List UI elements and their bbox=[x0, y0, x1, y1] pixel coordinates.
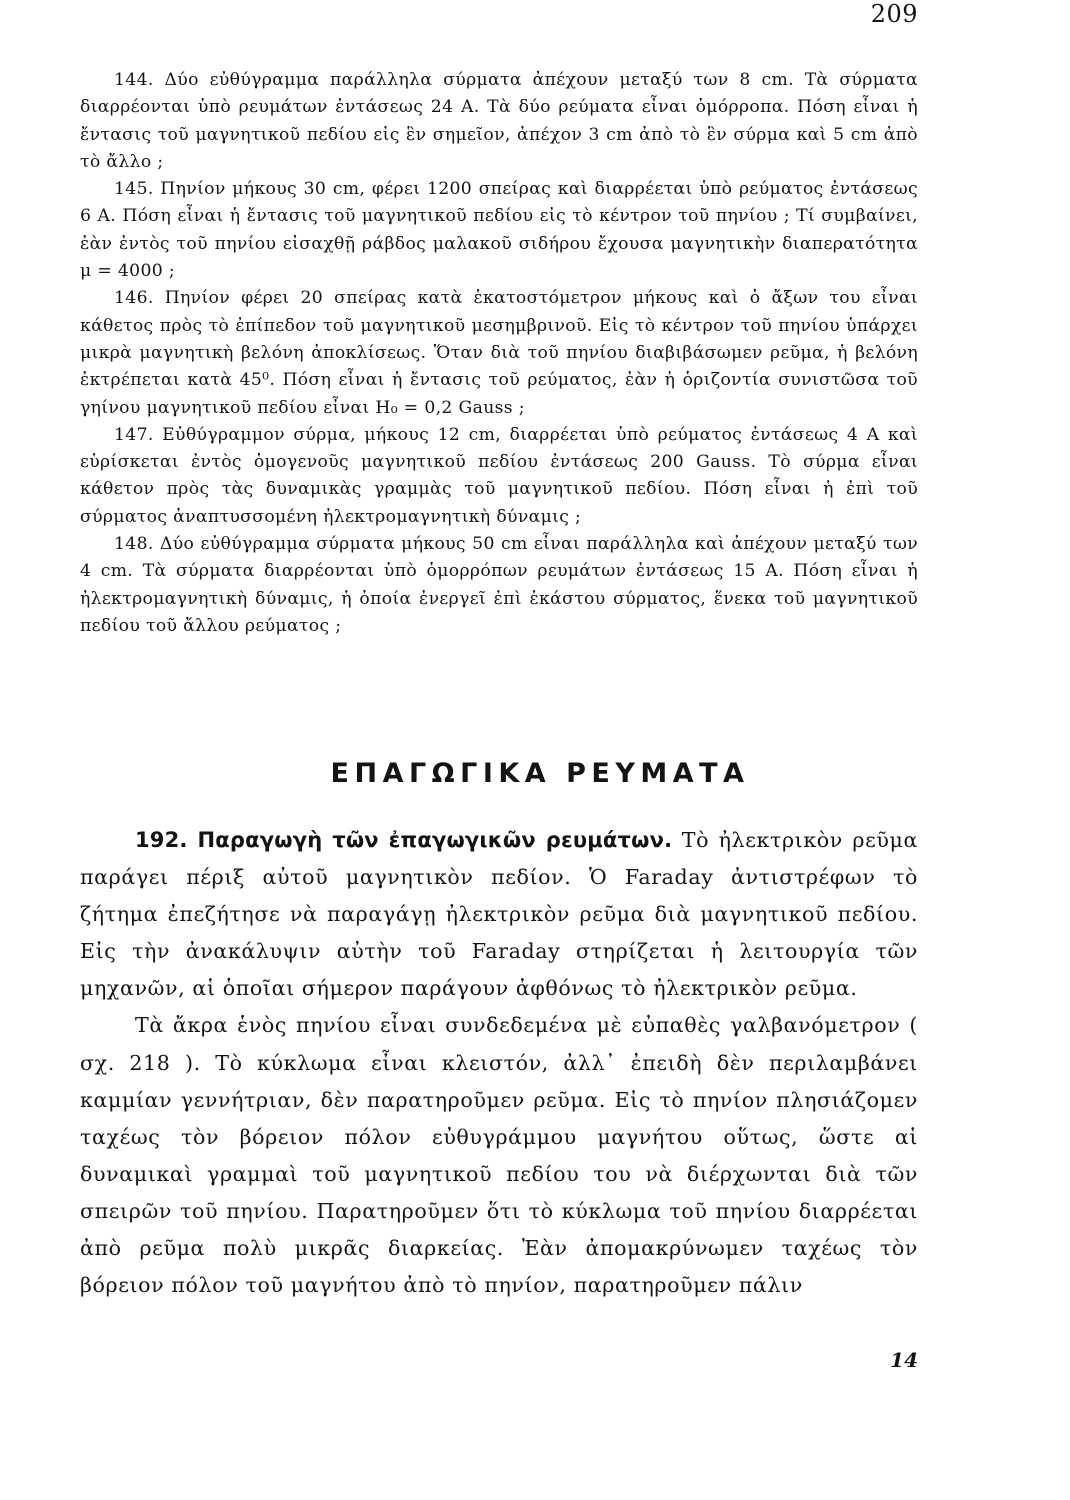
body-paragraph-1-text: Τὸ ἠλεκτρικὸν ρεῦμα παράγει πέριξ αὐτοῦ μαγνητικὸν πεδίον. Ὁ Faraday ἀντιστρέφων τὸ ζήτημα ἐπεζήτησε νὰ παραγάγῃ ἠλεκτρικὸν ρεῦμα διὰ μαγνητικοῦ πεδίου. Εἰς τὴν ἀνακάλυψιν αὐτὴν τοῦ Faraday στηρίζεται ἡ λειτουργία τῶν μηχανῶν, αἱ ὁποῖαι σήμερον παράγουν ἀφθόνως τὸ ἠλεκτρικὸν ρεῦμα. bbox=[80, 828, 918, 1001]
section-title: ΕΠΑΓΩΓΙΚΑ ΡΕΥΜΑΤΑ bbox=[330, 758, 750, 789]
exercise-text: Πηνίον φέρει 20 σπείρας κατὰ ἑκατοστόμετρον μήκους καὶ ὁ ἄξων του εἶναι κάθετος πρὸς τὸ ἐπίπεδον τοῦ μαγνητικοῦ μεσημβρινοῦ. Εἰς τὸ κέντρον τοῦ πηνίου ὑπάρχει μικρὰ μαγνητικὴ βελόνη ἀποκλίσεως. Ὅταν διὰ τοῦ πηνίου διαβιβάσωμεν ρεῦμα, ἡ βελόνη ἐκτρέπεται κατὰ 45⁰. Πόση εἶναι ἡ ἔντασις τοῦ ρεύματος, ἐὰν ἡ ὁριζοντία συνιστῶσα τοῦ γηίνου μαγνητικοῦ πεδίου εἶναι H₀ = 0,2 Gauss ; bbox=[80, 288, 918, 418]
exercise-number: 146. bbox=[114, 288, 154, 309]
exercise-number: 145. bbox=[114, 179, 154, 200]
exercise-text: Δύο εὐθύγραμμα σύρματα μήκους 50 cm εἶναι παράλληλα καὶ ἀπέχουν μεταξύ των 4 cm. Τὰ σύρματα διαρρέονται ὑπὸ ὁμορρόπων ρευμάτων ἐντάσεως 15 Α. Πόση εἶναι ἡ ἠλεκτρομαγνητικὴ δύναμις, ἡ ὁποία ἐνεργεῖ ἐπὶ ἑκάστου σύρματος, ἕνεκα τοῦ μαγνητικοῦ πεδίου τοῦ ἄλλου ρεύματος ; bbox=[80, 534, 918, 636]
exercise-text: Εὐθύγραμμον σύρμα, μήκους 12 cm, διαρρέεται ὑπὸ ρεύματος ἐντάσεως 4 Α καὶ εὑρίσκεται ἐντὸς ὁμογενοῦς μαγνητικοῦ πεδίου ἐντάσεως 200 Gauss. Τὸ σύρμα εἶναι κάθετον πρὸς τὰς δυναμικὰς γραμμὰς τοῦ μαγνητικοῦ πεδίου. Πόση εἶναι ἡ ἐπὶ τοῦ σύρματος ἀναπτυσσομένη ἠλεκτρομαγνητικὴ δύναμις ; bbox=[80, 424, 918, 527]
exercise-146 bbox=[80, 285, 918, 421]
exercise-148 bbox=[80, 531, 918, 640]
exercise-number: 147. bbox=[114, 424, 154, 445]
body-paragraph-2: Τὰ ἄκρα ἑνὸς πηνίου εἶναι συνδεδεμένα μὲ εὐπαθὲς γαλβανόμετρον ( σχ. 218 ). Τὸ κύκλωμα εἶναι κλειστόν, ἀλλ᾽ ἐπειδὴ δὲν περιλαμβάνει καμμίαν γεννήτριαν, δὲν παρατηροῦμεν ρεῦμα. Εἰς τὸ πηνίον πλησιάζομεν ταχέως τὸν βόρειον πόλον εὐθυγράμμου μαγνήτου οὕτως, ὥστε αἱ δυναμικαὶ γραμμαὶ τοῦ μαγνητικοῦ πεδίου του νὰ διέρχωνται διὰ τῶν σπειρῶν τοῦ πηνίου. Παρατηροῦμεν ὅτι τὸ κύκλωμα τοῦ πηνίου διαρρέεται ἀπὸ ρεῦμα πολὺ μικρᾶς διαρκείας. Ἐὰν ἀπομακρύνωμεν ταχέως τὸν βόρειον πόλον τοῦ μαγνήτου ἀπὸ τὸ πηνίον, παρατηροῦμεν πάλιν bbox=[80, 1013, 918, 1298]
exercise-145 bbox=[80, 176, 918, 285]
exercise-number: 144. bbox=[114, 70, 154, 90]
exercise-number: 148. bbox=[114, 534, 154, 555]
signature-mark: 14 bbox=[890, 1348, 918, 1372]
subsection-heading: 192. Παραγωγὴ τῶν ἐπαγωγικῶν ρευμάτων. bbox=[135, 828, 673, 852]
exercise-text: Πηνίον μήκους 30 cm, φέρει 1200 σπείρας καὶ διαρρέεται ὑπὸ ρεύματος ἐντάσεως 6 Α. Πόση εἶναι ἡ ἔντασις τοῦ μαγνητικοῦ πεδίου εἰς τὸ κέντρον τοῦ πηνίου ; Τί συμβαίνει, ἐὰν ἐντὸς τοῦ πηνίου εἰσαχθῇ ράβδος μαλακοῦ σιδήρου ἔχουσα μαγνητικὴν διαπερατότητα μ = 4000 ; bbox=[80, 179, 918, 282]
body-paragraph-1 bbox=[80, 822, 918, 1007]
section-body bbox=[80, 822, 918, 1304]
exercise-text: Δύο εὐθύγραμμα παράλληλα σύρματα ἀπέχουν μεταξύ των 8 cm. Τὰ σύρματα διαρρέονται ὑπὸ ρευμάτων ἐντάσεως 24 Α. Τὰ δύο ρεύματα εἶναι ὁμόρροπα. Πόση εἶναι ἡ ἔντασις τοῦ μαγνητικοῦ πεδίου εἰς ἓν σημεῖον, ἀπέχον 3 cm ἀπὸ τὸ ἓν σύρμα καὶ 5 cm ἀπὸ τὸ ἄλλο ; bbox=[80, 70, 918, 172]
exercise-147 bbox=[80, 422, 918, 531]
exercise-list bbox=[80, 67, 918, 640]
page-number: 209 bbox=[870, 0, 918, 28]
exercise-144 bbox=[80, 67, 918, 176]
